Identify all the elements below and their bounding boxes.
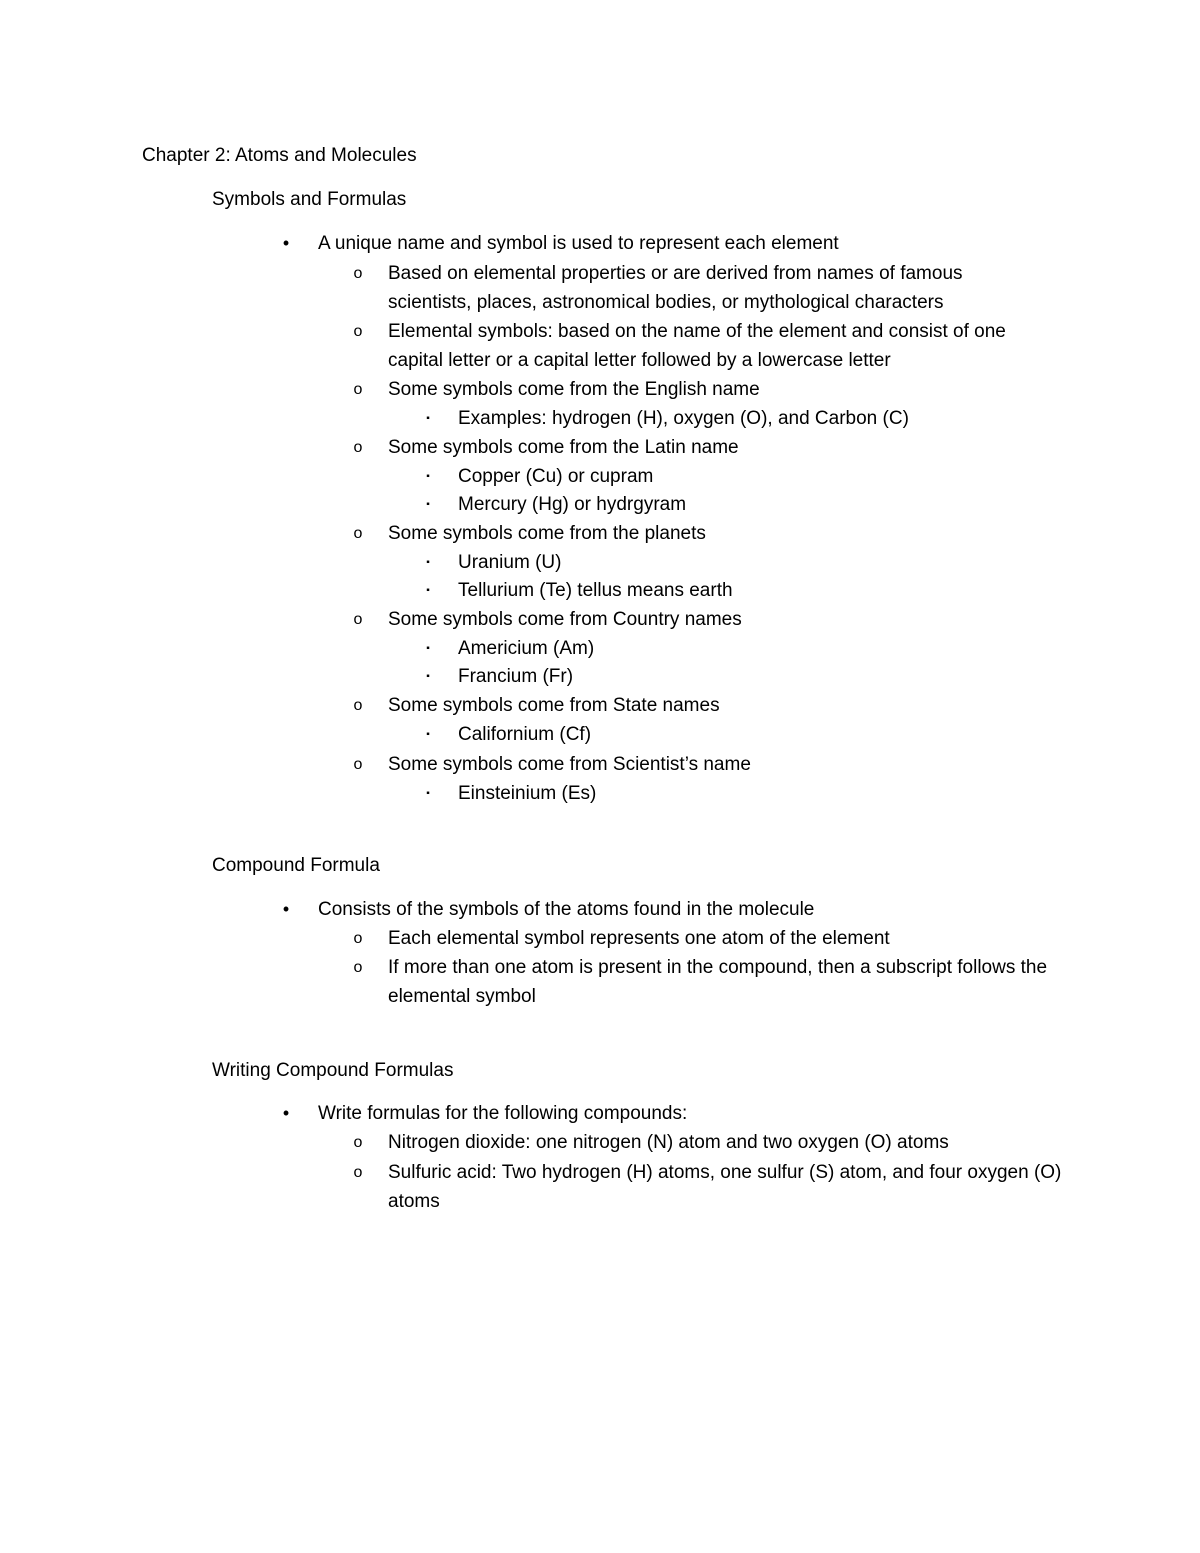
list-item-level2: Some symbols come from Country names: [388, 609, 742, 630]
list-item-level3: Uranium (U): [458, 552, 562, 573]
square-marker: ▪: [426, 671, 430, 682]
section-heading: Compound Formula: [212, 855, 380, 876]
circle-marker: o: [353, 265, 363, 282]
bullet-marker: •: [282, 1103, 290, 1123]
circle-marker: o: [353, 525, 363, 542]
list-item-level3: Examples: hydrogen (H), oxygen (O), and Carbon (C): [458, 408, 909, 429]
list-item-level2: Based on elemental properties or are derived from names of famous scientists, places, astronomical bodies, or mythological characters: [388, 263, 963, 313]
bullet-marker: •: [282, 233, 290, 253]
list-item-level2: Some symbols come from Scientist’s name: [388, 754, 751, 775]
square-marker: ▪: [426, 413, 430, 424]
circle-marker: o: [353, 1134, 363, 1151]
circle-marker: o: [353, 959, 363, 976]
list-item-level2: Each elemental symbol represents one atom of the element: [388, 928, 890, 949]
list-item-level2: Some symbols come from State names: [388, 695, 720, 716]
circle-marker: o: [353, 1164, 363, 1181]
list-item-level2: Some symbols come from the English name: [388, 379, 760, 400]
list-item-level2: Sulfuric acid: Two hydrogen (H) atoms, one sulfur (S) atom, and four oxygen (O) atoms: [388, 1162, 1062, 1212]
list-item-level2: Some symbols come from the planets: [388, 523, 706, 544]
square-marker: ▪: [426, 471, 430, 482]
list-item-level2: Some symbols come from the Latin name: [388, 437, 739, 458]
circle-marker: o: [353, 697, 363, 714]
list-item-level3: Einsteinium (Es): [458, 783, 597, 804]
list-item-level2: Elemental symbols: based on the name of the element and consist of one capital letter or a capital letter followed by a lowercase letter: [388, 321, 1006, 371]
section-heading: Symbols and Formulas: [212, 189, 407, 210]
page-title: Chapter 2: Atoms and Molecules: [142, 145, 417, 166]
square-marker: ▪: [426, 499, 430, 510]
list-item-level3: Francium (Fr): [458, 666, 574, 687]
list-item-level3: Americium (Am): [458, 638, 595, 659]
circle-marker: o: [353, 611, 363, 628]
list-item-level3: Copper (Cu) or cupram: [458, 466, 654, 487]
list-item-level2: If more than one atom is present in the compound, then a subscript follows the elemental symbol: [388, 957, 1048, 1007]
list-item-level3: Tellurium (Te) tellus means earth: [458, 580, 733, 601]
circle-marker: o: [353, 323, 363, 340]
square-marker: ▪: [426, 788, 430, 799]
square-marker: ▪: [426, 585, 430, 596]
list-item-level3: Mercury (Hg) or hydrgyram: [458, 494, 687, 515]
list-item-level1: Write formulas for the following compounds:: [318, 1103, 688, 1124]
bullet-marker: •: [282, 899, 290, 919]
list-item-level3: Californium (Cf): [458, 724, 592, 745]
circle-marker: o: [353, 756, 363, 773]
section-heading: Writing Compound Formulas: [212, 1060, 454, 1081]
circle-marker: o: [353, 439, 363, 456]
square-marker: ▪: [426, 557, 430, 568]
list-item-level2: Nitrogen dioxide: one nitrogen (N) atom and two oxygen (O) atoms: [388, 1132, 949, 1153]
square-marker: ▪: [426, 643, 430, 654]
circle-marker: o: [353, 381, 363, 398]
circle-marker: o: [353, 930, 363, 947]
list-item-level1: Consists of the symbols of the atoms found in the molecule: [318, 899, 815, 920]
list-item-level1: A unique name and symbol is used to represent each element: [318, 233, 839, 254]
square-marker: ▪: [426, 729, 430, 740]
